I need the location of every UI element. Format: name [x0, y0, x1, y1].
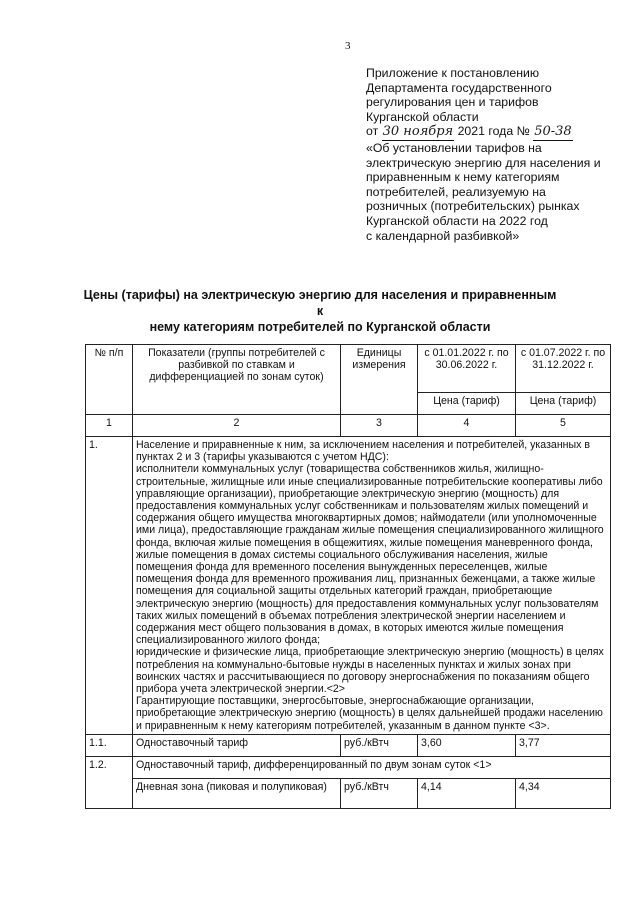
appendix-block [366, 66, 628, 243]
appendix-line: регулирования цен и тарифов [366, 95, 539, 110]
row-1-1-label: Одноставочный тариф [133, 734, 341, 756]
header-period2: с 01.07.2022 г. по 31.12.2022 г. [516, 345, 611, 393]
appendix-date-line [366, 124, 628, 141]
row-1-2-day-label: Дневная зона (пиковая и полупиковая) [133, 778, 341, 808]
handwritten-date: 30 ноября [382, 124, 454, 140]
row-1-text: Население и приравненные к ним, за исключением населения и потребителей, указанных в пунктах 2 и 3 (тарифы указываются с учетом НДС): исполнители коммунальных услуг (товарищества собственников жилья, жилищно-строительные, жилищные или иные специализированные потребительские кооперативы либо управляющие организации), приобретающие электрическую энергию (мощность) для предоставления коммунальных услуг собственникам и пользователям жилых помещений и содержания общего имущества многоквартирных домов; наймодатели (или уполномоченные ими лица), предоставляющие гражданам жилые помещения специализированного жилищного фонда, включая жилые помещения в общежитиях, жилые помещения маневренного фонда, жилые помещения в домах системы социального обслуживания населения, жилые помещения фонда для временного поселения вынужденных переселенцев, жилые помещения фонда для временного проживания лиц, признанных беженцами, а также жилые помещения для социальной защиты отдельных категорий граждан, приобретающие электрическую энергию (мощность) для предоставления коммунальных услуг пользователям таких жилых помещений в объемах потребления электрической энергии населением и содержания мест общего пользования в домах, в которых имеются жилые помещения специализированного жилого фонда; юридические и физические лица, приобретающие электрическую энергию (мощность) в целях потребления на коммунально-бытовые нужды в населенных пунктах и жилых зонах при воинских частях и рассчитывающиеся по договору энергоснабжения по показаниям общего прибора учета электрической энергии.<2> Гарантирующие поставщики, энергосбытовые, энергоснабжающие организации, приобретающие электрическую энергию (мощность) в целях дальнейшей продажи населению и приравненным к нему категориям потребителей, указанным в данном пункте <3>. [133, 437, 611, 735]
appendix-line: Департамента государственного [366, 80, 552, 95]
row-1-2-num: 1.2. [86, 756, 133, 808]
title-line: нему категориям потребителей по Курганской области [149, 320, 491, 334]
from-prefix: от [366, 124, 379, 139]
handwritten-number: 50-38 [534, 124, 572, 140]
header-price2: Цена (тариф) [516, 393, 611, 415]
header-price1: Цена (тариф) [418, 393, 516, 415]
row-1-2-day [86, 778, 611, 808]
row-1-num: 1. [86, 437, 133, 735]
header-num: № п/п [86, 345, 133, 415]
row-1-1-value1: 3,60 [418, 734, 516, 756]
header-indicators: Показатели (группы потребителей с разбивкой по ставкам и дифференциацией по зонам суток) [133, 345, 341, 415]
row-1-1-unit: руб./кВтч [341, 734, 418, 756]
title-line: Цены (тарифы) на электрическую энергию для населения и приравненным к [83, 288, 557, 318]
row-1-2 [86, 756, 611, 778]
row-1-2-day-unit: руб./кВтч [341, 778, 418, 808]
row-1-1-value2: 3,77 [516, 734, 611, 756]
tariff-table [85, 344, 611, 809]
page-number: 3 [345, 40, 351, 52]
appendix-desc: потребителей, реализуемую на [366, 184, 546, 199]
colnum-4: 4 [418, 415, 516, 437]
colnum-1: 1 [86, 415, 133, 437]
row-1-2-day-value1: 4,14 [418, 778, 516, 808]
header-row [86, 345, 611, 393]
column-numbers-row [86, 415, 611, 437]
row-1 [86, 437, 611, 735]
appendix-line: Приложение к постановлению [366, 66, 540, 80]
document-title [80, 287, 560, 335]
appendix-desc: «Об установлении тарифов на [366, 140, 542, 155]
header-period1: с 01.01.2022 г. по 30.06.2022 г. [418, 345, 516, 393]
row-1-1-num: 1.1. [86, 734, 133, 756]
row-1-2-label: Одноставочный тариф, дифференцированный по двум зонам суток <1> [133, 756, 611, 778]
colnum-2: 2 [133, 415, 341, 437]
header-units: Единицы измерения [341, 345, 418, 415]
colnum-3: 3 [341, 415, 418, 437]
appendix-desc: с календарной разбивкой» [366, 228, 520, 243]
appendix-line: Курганской области [366, 109, 479, 124]
row-1-2-day-value2: 4,34 [516, 778, 611, 808]
row-1-1 [86, 734, 611, 756]
year-text: 2021 года № [457, 124, 530, 139]
colnum-5: 5 [516, 415, 611, 437]
appendix-desc: розничных (потребительских) рынках [366, 199, 580, 214]
appendix-desc: Курганской области на 2022 год [366, 213, 548, 228]
appendix-desc: приравненным к нему категориям [366, 170, 560, 185]
appendix-desc: электрическую энергию для населения и [366, 155, 601, 170]
